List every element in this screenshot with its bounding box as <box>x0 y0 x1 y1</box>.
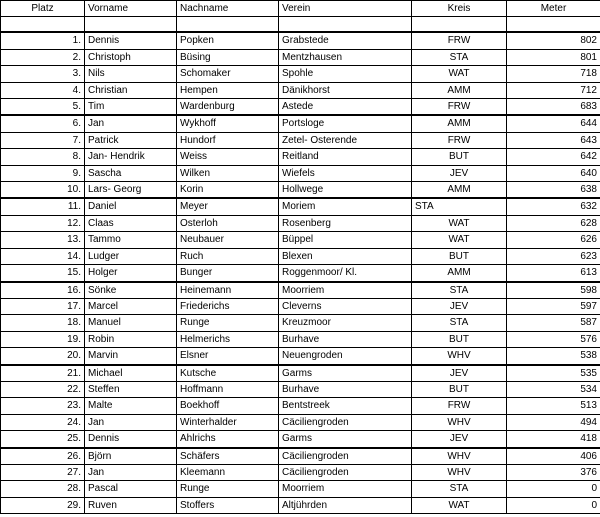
header-nachname: Nachname <box>177 1 279 17</box>
cell-kreis: AMM <box>412 82 507 98</box>
cell-meter: 644 <box>507 115 600 132</box>
cell-platz: 29. <box>1 497 85 513</box>
cell-vorname: Steffen <box>85 381 177 397</box>
cell-platz: 15. <box>1 265 85 282</box>
cell-vorname: Patrick <box>85 132 177 148</box>
cell-kreis: WAT <box>412 215 507 231</box>
cell-verein: Büppel <box>279 232 412 248</box>
cell-verein: Reitland <box>279 149 412 165</box>
cell-nachname: Helmerichs <box>177 331 279 347</box>
cell-verein: Cleverns <box>279 298 412 314</box>
cell-nachname: Heinemann <box>177 282 279 299</box>
cell-verein: Mentzhausen <box>279 49 412 65</box>
cell-verein: Rosenberg <box>279 215 412 231</box>
cell-platz: 8. <box>1 149 85 165</box>
cell-verein: Burhave <box>279 381 412 397</box>
cell-vorname: Dennis <box>85 32 177 49</box>
table-row <box>1 66 600 82</box>
cell-verein: Astede <box>279 99 412 116</box>
table-row <box>1 232 600 248</box>
table-row <box>1 282 600 299</box>
table-row <box>1 481 600 497</box>
cell-meter: 494 <box>507 414 600 430</box>
cell-vorname: Christian <box>85 82 177 98</box>
cell-verein: Blexen <box>279 248 412 264</box>
table-row <box>1 165 600 181</box>
cell-platz: 26. <box>1 448 85 465</box>
header-verein: Verein <box>279 1 412 17</box>
cell-nachname: Runge <box>177 315 279 331</box>
cell-kreis: FRW <box>412 132 507 148</box>
cell-nachname: Osterloh <box>177 215 279 231</box>
header-kreis: Kreis <box>412 1 507 17</box>
cell-nachname: Kleemann <box>177 464 279 480</box>
cell-kreis: WAT <box>412 232 507 248</box>
cell-platz: 19. <box>1 331 85 347</box>
cell-platz: 1. <box>1 32 85 49</box>
cell-platz: 17. <box>1 298 85 314</box>
cell-verein: Cäciliengroden <box>279 464 412 480</box>
cell-meter: 623 <box>507 248 600 264</box>
cell-platz: 27. <box>1 464 85 480</box>
cell-kreis: BUT <box>412 331 507 347</box>
table-row <box>1 497 600 513</box>
table-row <box>1 132 600 148</box>
table-row <box>1 115 600 132</box>
cell-verein: Bentstreek <box>279 398 412 414</box>
blank-cell <box>1 17 85 33</box>
cell-vorname: Malte <box>85 398 177 414</box>
cell-meter: 0 <box>507 481 600 497</box>
cell-kreis: WHV <box>412 414 507 430</box>
cell-verein: Portsloge <box>279 115 412 132</box>
cell-nachname: Elsner <box>177 348 279 365</box>
table-row <box>1 198 600 215</box>
cell-kreis: STA <box>412 481 507 497</box>
cell-meter: 802 <box>507 32 600 49</box>
cell-nachname: Hoffmann <box>177 381 279 397</box>
cell-vorname: Marvin <box>85 348 177 365</box>
cell-nachname: Ruch <box>177 248 279 264</box>
table-row <box>1 348 600 365</box>
cell-meter: 587 <box>507 315 600 331</box>
cell-nachname: Büsing <box>177 49 279 65</box>
cell-verein: Hollwege <box>279 182 412 199</box>
cell-meter: 712 <box>507 82 600 98</box>
cell-kreis: JEV <box>412 365 507 382</box>
cell-platz: 10. <box>1 182 85 199</box>
cell-meter: 534 <box>507 381 600 397</box>
cell-nachname: Kutsche <box>177 365 279 382</box>
cell-platz: 6. <box>1 115 85 132</box>
cell-nachname: Korin <box>177 182 279 199</box>
cell-platz: 25. <box>1 431 85 448</box>
cell-meter: 376 <box>507 464 600 480</box>
cell-platz: 23. <box>1 398 85 414</box>
cell-meter: 418 <box>507 431 600 448</box>
cell-vorname: Claas <box>85 215 177 231</box>
table-row <box>1 298 600 314</box>
cell-platz: 18. <box>1 315 85 331</box>
cell-verein: Roggenmoor/ Kl. <box>279 265 412 282</box>
table-row <box>1 149 600 165</box>
cell-meter: 613 <box>507 265 600 282</box>
cell-meter: 643 <box>507 132 600 148</box>
cell-meter: 576 <box>507 331 600 347</box>
cell-meter: 632 <box>507 198 600 215</box>
cell-meter: 597 <box>507 298 600 314</box>
cell-verein: Burhave <box>279 331 412 347</box>
cell-nachname: Stoffers <box>177 497 279 513</box>
cell-nachname: Wilken <box>177 165 279 181</box>
cell-nachname: Schomaker <box>177 66 279 82</box>
cell-vorname: Dennis <box>85 431 177 448</box>
cell-kreis: AMM <box>412 115 507 132</box>
cell-vorname: Tammo <box>85 232 177 248</box>
cell-vorname: Lars- Georg <box>85 182 177 199</box>
cell-verein: Moriem <box>279 198 412 215</box>
cell-meter: 406 <box>507 448 600 465</box>
cell-kreis: WHV <box>412 464 507 480</box>
cell-verein: Dänikhorst <box>279 82 412 98</box>
blank-cell <box>177 17 279 33</box>
blank-cell <box>279 17 412 33</box>
cell-kreis: WHV <box>412 348 507 365</box>
table-row <box>1 365 600 382</box>
cell-vorname: Holger <box>85 265 177 282</box>
cell-platz: 7. <box>1 132 85 148</box>
table-row <box>1 414 600 430</box>
cell-platz: 9. <box>1 165 85 181</box>
cell-vorname: Michael <box>85 365 177 382</box>
cell-platz: 22. <box>1 381 85 397</box>
cell-verein: Altjührden <box>279 497 412 513</box>
cell-verein: Cäciliengroden <box>279 448 412 465</box>
table-row <box>1 398 600 414</box>
cell-verein: Zetel- Osterende <box>279 132 412 148</box>
cell-nachname: Winterhalder <box>177 414 279 430</box>
cell-meter: 626 <box>507 232 600 248</box>
cell-nachname: Wykhoff <box>177 115 279 132</box>
cell-kreis: STA <box>412 198 507 215</box>
cell-meter: 598 <box>507 282 600 299</box>
cell-kreis: JEV <box>412 165 507 181</box>
cell-verein: Kreuzmoor <box>279 315 412 331</box>
cell-vorname: Jan- Hendrik <box>85 149 177 165</box>
cell-vorname: Ludger <box>85 248 177 264</box>
cell-vorname: Ruven <box>85 497 177 513</box>
table-row <box>1 32 600 49</box>
cell-nachname: Hempen <box>177 82 279 98</box>
cell-kreis: JEV <box>412 298 507 314</box>
cell-platz: 14. <box>1 248 85 264</box>
cell-meter: 683 <box>507 99 600 116</box>
cell-kreis: BUT <box>412 248 507 264</box>
cell-vorname: Sönke <box>85 282 177 299</box>
header-meter: Meter <box>507 1 600 17</box>
cell-nachname: Meyer <box>177 198 279 215</box>
table-row <box>1 381 600 397</box>
cell-platz: 2. <box>1 49 85 65</box>
cell-kreis: STA <box>412 315 507 331</box>
cell-kreis: STA <box>412 282 507 299</box>
cell-vorname: Jan <box>85 115 177 132</box>
cell-nachname: Boekhoff <box>177 398 279 414</box>
table-row <box>1 448 600 465</box>
cell-vorname: Marcel <box>85 298 177 314</box>
cell-vorname: Robin <box>85 331 177 347</box>
cell-nachname: Popken <box>177 32 279 49</box>
cell-kreis: WHV <box>412 448 507 465</box>
cell-verein: Grabstede <box>279 32 412 49</box>
cell-verein: Cäciliengroden <box>279 414 412 430</box>
cell-vorname: Manuel <box>85 315 177 331</box>
cell-verein: Garms <box>279 365 412 382</box>
cell-platz: 20. <box>1 348 85 365</box>
cell-platz: 16. <box>1 282 85 299</box>
table-row <box>1 215 600 231</box>
cell-vorname: Björn <box>85 448 177 465</box>
cell-nachname: Schäfers <box>177 448 279 465</box>
cell-platz: 11. <box>1 198 85 215</box>
cell-vorname: Jan <box>85 464 177 480</box>
header-row <box>1 1 600 17</box>
cell-nachname: Hundorf <box>177 132 279 148</box>
cell-vorname: Nils <box>85 66 177 82</box>
cell-meter: 513 <box>507 398 600 414</box>
cell-platz: 24. <box>1 414 85 430</box>
cell-meter: 638 <box>507 182 600 199</box>
cell-nachname: Bunger <box>177 265 279 282</box>
blank-cell <box>85 17 177 33</box>
cell-verein: Garms <box>279 431 412 448</box>
cell-meter: 538 <box>507 348 600 365</box>
table-row <box>1 248 600 264</box>
cell-vorname: Sascha <box>85 165 177 181</box>
cell-kreis: WAT <box>412 66 507 82</box>
cell-meter: 718 <box>507 66 600 82</box>
cell-nachname: Weiss <box>177 149 279 165</box>
cell-kreis: AMM <box>412 265 507 282</box>
cell-kreis: BUT <box>412 149 507 165</box>
table-row <box>1 182 600 199</box>
table-row <box>1 265 600 282</box>
table-row <box>1 464 600 480</box>
cell-verein: Moorriem <box>279 481 412 497</box>
cell-kreis: FRW <box>412 32 507 49</box>
cell-meter: 0 <box>507 497 600 513</box>
cell-kreis: AMM <box>412 182 507 199</box>
cell-meter: 801 <box>507 49 600 65</box>
cell-kreis: FRW <box>412 99 507 116</box>
cell-meter: 628 <box>507 215 600 231</box>
table-row <box>1 431 600 448</box>
cell-platz: 21. <box>1 365 85 382</box>
cell-nachname: Neubauer <box>177 232 279 248</box>
table-row <box>1 82 600 98</box>
cell-meter: 642 <box>507 149 600 165</box>
cell-platz: 5. <box>1 99 85 116</box>
cell-nachname: Runge <box>177 481 279 497</box>
header-vorname: Vorname <box>85 1 177 17</box>
cell-vorname: Jan <box>85 414 177 430</box>
cell-verein: Spohle <box>279 66 412 82</box>
cell-kreis: JEV <box>412 431 507 448</box>
table-row <box>1 331 600 347</box>
cell-platz: 4. <box>1 82 85 98</box>
cell-vorname: Pascal <box>85 481 177 497</box>
cell-nachname: Wardenburg <box>177 99 279 116</box>
table-row <box>1 49 600 65</box>
cell-platz: 3. <box>1 66 85 82</box>
cell-meter: 640 <box>507 165 600 181</box>
cell-kreis: FRW <box>412 398 507 414</box>
cell-platz: 12. <box>1 215 85 231</box>
table-row <box>1 99 600 116</box>
cell-kreis: STA <box>412 49 507 65</box>
header-platz: Platz <box>1 1 85 17</box>
cell-platz: 28. <box>1 481 85 497</box>
cell-vorname: Daniel <box>85 198 177 215</box>
cell-verein: Moorriem <box>279 282 412 299</box>
cell-verein: Neuengroden <box>279 348 412 365</box>
cell-vorname: Christoph <box>85 49 177 65</box>
cell-kreis: WAT <box>412 497 507 513</box>
cell-nachname: Ahlrichs <box>177 431 279 448</box>
cell-nachname: Friederichs <box>177 298 279 314</box>
cell-verein: Wiefels <box>279 165 412 181</box>
cell-meter: 535 <box>507 365 600 382</box>
blank-cell <box>507 17 600 33</box>
table-row <box>1 315 600 331</box>
cell-platz: 13. <box>1 232 85 248</box>
cell-vorname: Tim <box>85 99 177 116</box>
cell-kreis: BUT <box>412 381 507 397</box>
blank-cell <box>412 17 507 33</box>
blank-row <box>1 17 600 33</box>
